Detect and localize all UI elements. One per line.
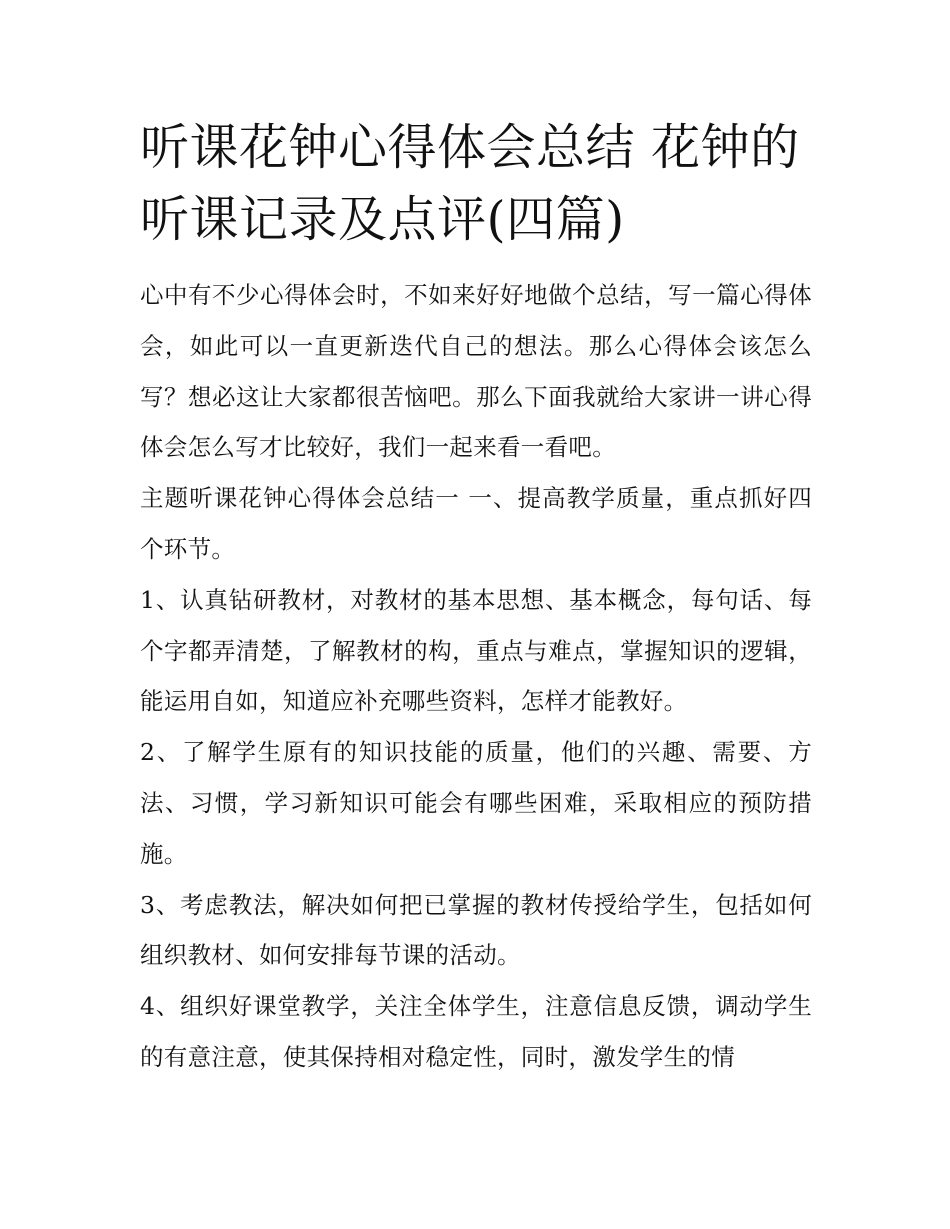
topic-heading-paragraph: 主题听课花钟心得体会总结一 一、提高教学质量，重点抓好四个环节。 bbox=[140, 484, 812, 563]
point-1-paragraph: 1、认真钻研教材，对教材的基本思想、基本概念，每句话、每个字都弄清楚，了解教材的构，重点与难点，掌握知识的逻辑，能运用自如，知道应补充哪些资料，怎样才能教好。 bbox=[140, 585, 812, 716]
intro-paragraph: 心中有不少心得体会时，不如来好好地做个总结，写一篇心得体会，如此可以一直更新迭代自己的想法。那么心得体会该怎么写？想必这让大家都很苦恼吧。那么下面我就给大家讲一讲心得体会怎么写才比较好，我们一起来看一看吧。 bbox=[140, 281, 812, 462]
document-body bbox=[140, 270, 812, 1083]
point-4-paragraph: 4、组织好课堂教学，关注全体学生，注意信息反馈，调动学生的有意注意，使其保持相对稳定性，同时，激发学生的情 bbox=[140, 992, 812, 1071]
point-2-paragraph: 2、了解学生原有的知识技能的质量，他们的兴趣、需要、方法、习惯，学习新知识可能会有哪些困难，采取相应的预防措施。 bbox=[140, 738, 812, 868]
document-page bbox=[140, 112, 812, 1083]
document-title: 听课花钟心得体会总结 花钟的听课记录及点评(四篇) bbox=[140, 119, 800, 248]
point-3-paragraph: 3、考虑教法，解决如何把已掌握的教材传授给学生，包括如何组织教材、如何安排每节课的活动。 bbox=[140, 890, 812, 970]
